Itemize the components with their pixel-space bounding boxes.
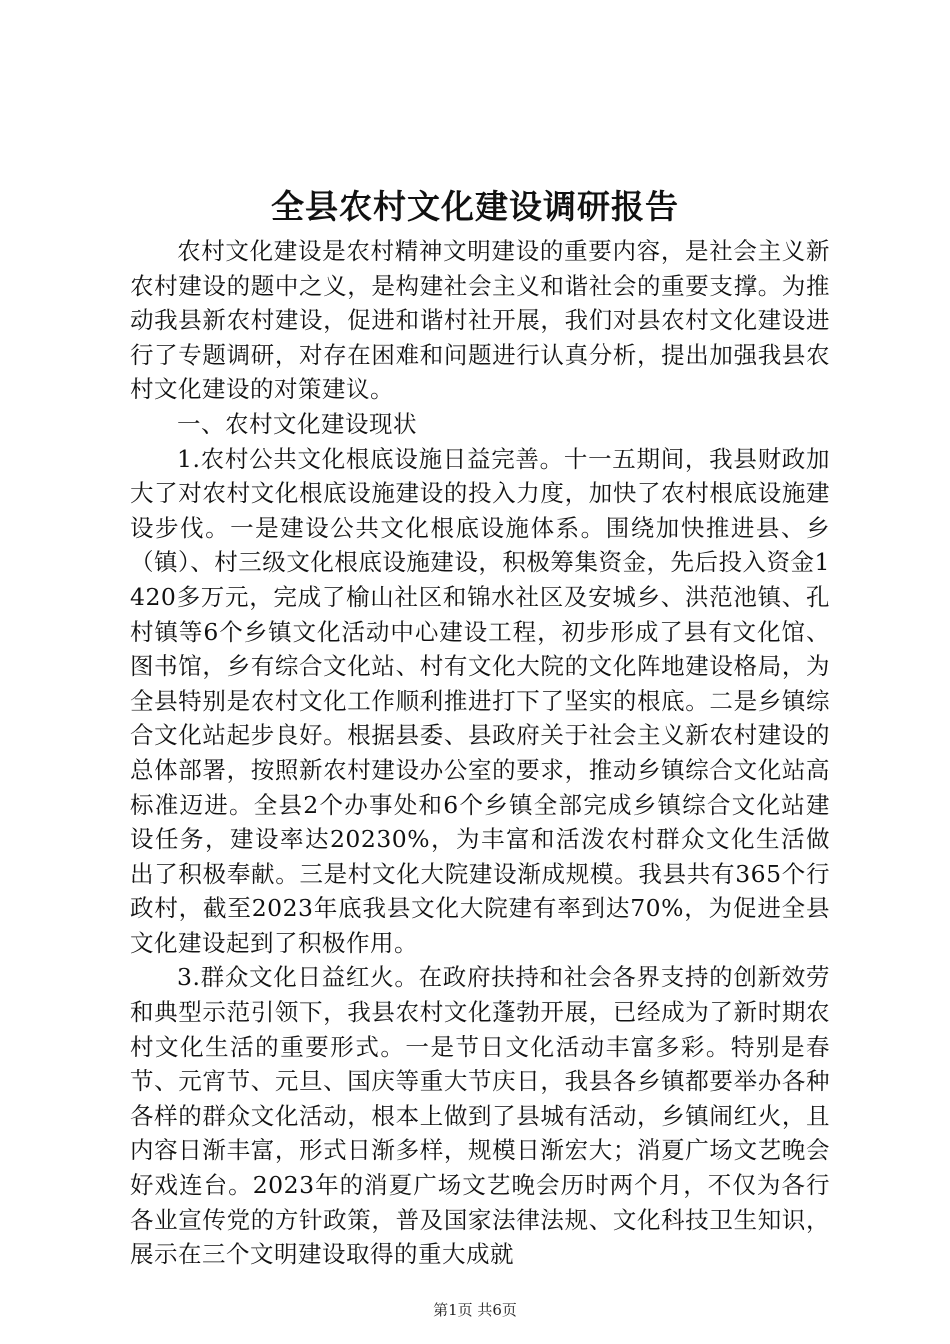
- document-body: [130, 234, 830, 1272]
- body-paragraph: 3.群众文化日益红火。在政府扶持和社会各界支持的创新效劳和典型示范引领下，我县农村文化蓬勃开展，已经成为了新时期农村文化生活的重要形式。一是节日文化活动丰富多彩。特别是春节、元宵节、元旦、国庆等重大节庆日，我县各乡镇都要举办各种各样的群众文化活动，根本上做到了县城有活动，乡镇闹红火，且内容日渐丰富，形式日渐多样，规模日渐宏大；消夏广场文艺晚会好戏连台。2023年的消夏广场文艺晚会历时两个月，不仅为各行各业宣传党的方针政策，普及国家法律法规、文化科技卫生知识，展示在三个文明建设取得的重大成就: [130, 963, 830, 1269]
- body-paragraph: 1.农村公共文化根底设施日益完善。十一五期间，我县财政加大了对农村文化根底设施建设的投入力度，加快了农村根底设施建设步伐。一是建设公共文化根底设施体系。围绕加快推进县、乡（镇）、村三级文化根底设施建设，积极筹集资金，先后投入资金1420多万元，完成了榆山社区和锦水社区及安城乡、洪范池镇、孔村镇等6个乡镇文化活动中心建设工程，初步形成了县有文化馆、图书馆，乡有综合文化站、村有文化大院的文化阵地建设格局，为全县特别是农村文化工作顺利推进打下了坚实的根底。二是乡镇综合文化站起步良好。根据县委、县政府关于社会主义新农村建设的总体部署，按照新农村建设办公室的要求，推动乡镇综合文化站高标准迈进。全县2个办事处和6个乡镇全部完成乡镇综合文化站建设任务，建设率达20230%，为丰富和活泼农村群众文化生活做出了积极奉献。三是村文化大院建设渐成规模。我县共有365个行政村，截至2023年底我县文化大院建有率到达70%，为促进全县文化建设起到了积极作用。: [130, 444, 830, 957]
- intro-paragraph: 农村文化建设是农村精神文明建设的重要内容，是社会主义新农村建设的题中之义，是构建社会主义和谐社会的重要支撑。为推动我县新农村建设，促进和谐村社开展，我们对县农村文化建设进行了专题调研，对存在困难和问题进行认真分析，提出加强我县农村文化建设的对策建议。: [130, 237, 830, 404]
- document-title: 全县农村文化建设调研报告: [271, 187, 679, 226]
- section-heading: 一、农村文化建设现状: [177, 409, 417, 438]
- page-number-footer: 第1页 共6页: [433, 1301, 517, 1319]
